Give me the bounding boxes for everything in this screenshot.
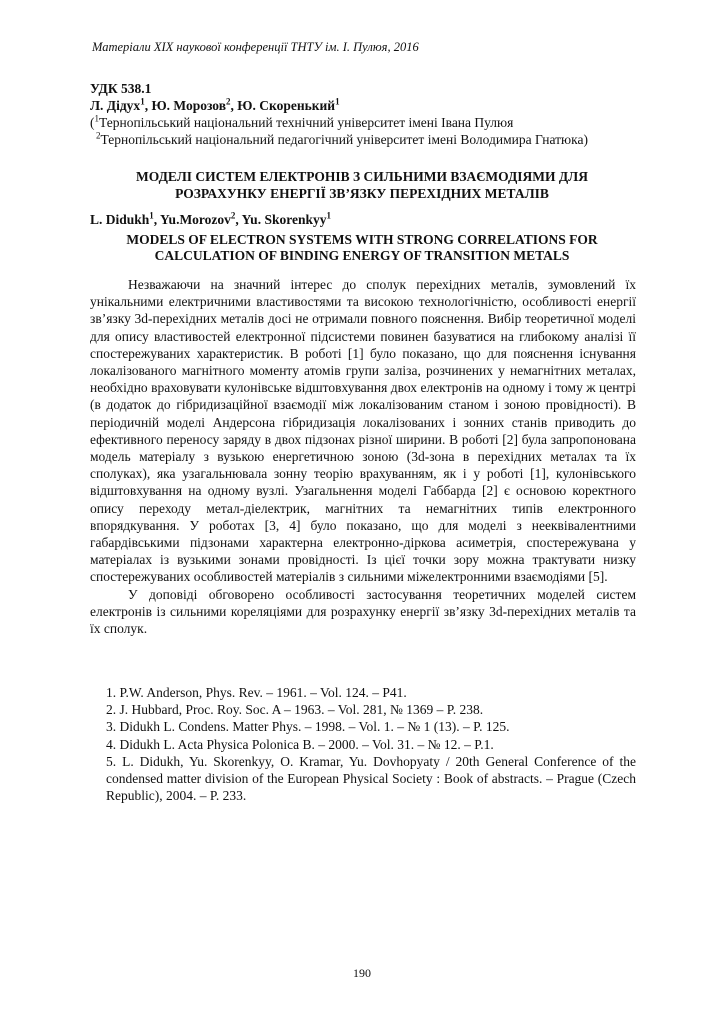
reference-item: 4. Didukh L. Acta Physica Polonica B. – 2000. – Vol. 31. – № 12. – P.1. <box>106 736 494 752</box>
paragraph: У доповіді обговорено особливості застосування теоретичних моделей систем електронів із сильними кореляціями для розрахунку енергії зв’язку 3d-перехідних металів та їх сполук. <box>90 586 636 637</box>
title-line: CALCULATION OF BINDING ENERGY OF TRANSITION METALS <box>154 248 570 263</box>
author-name: , Ю. Морозов <box>144 98 227 113</box>
references-list <box>106 684 636 804</box>
running-header: Матеріали XIX наукової конференції ТНТУ ім. І. Пулюя, 2016 <box>92 40 419 54</box>
article-meta <box>90 80 588 148</box>
reference-item: 3. Didukh L. Condens. Matter Phys. – 1998. – Vol. 1. – № 1 (13). – P. 125. <box>106 719 510 735</box>
author-affiliation-mark: 1 <box>140 96 145 107</box>
author-name: , Ю. Скоренький <box>230 98 336 113</box>
affiliation-text: Тернопільський національний педагогічний університет імені Володимира Гнатюка) <box>100 132 588 147</box>
reference-item: 5. L. Didukh, Yu. Skorenkyy, O. Kramar, Yu. Dovhopyaty / 20th General Conference of the condensed matter division of the European Physical Society : Book of abstracts. – Prague (Czech Republic), 2004. – P. 233. <box>106 753 636 804</box>
author-name: , Yu. Skorenkyy <box>235 212 327 227</box>
author-name: Л. Дідух <box>90 98 141 113</box>
title-line: MODELS OF ELECTRON SYSTEMS WITH STRONG CORRELATIONS FOR <box>126 232 598 247</box>
affiliation-1 <box>90 114 588 131</box>
udc-code: УДК 538.1 <box>90 81 152 96</box>
paragraph: Незважаючи на значний інтерес до сполук перехідних металів, зумовлений їх унікальними електричними властивостями та високою технологічністю, особливості енергії зв’язку 3d-перехідних металів досі не отримали повного пояснення. Вибір теоретичної моделі для опису властивостей електронної підсистеми повинен базуватися на глибокому аналізі її спостережуваних характеристик. В роботі [1] було показано, що для пояснення існування локалізованого магнітного моменту атомів групи заліза, розчинених у немагнітних металах, необхідно враховувати кулонівське відштовхування двох електронів на одному і тому ж центрі (в додаток до гібридизаційної взаємодії між локалізованим станом і зоною провідності). В періодичній моделі Андерсона гібридизація локалізованих і зонних станів приводить до ефективного переносу заряду в двох підзонах різної ширини. В роботі [2] була запропонована модель матеріалу з вузькою енергетичною зоною (3d-зона в перехідних металах та їх сполуках), яка узагальнювала зонну теорію врахуванням, як і у роботі [1], кулонівського відштовхування на одному вузлі. Узагальнення моделі Габбарда [2] є основою коректного опису переходу метал-діелектрик, магнітних та немагнітних типів електронного впорядкування. У роботах [3, 4] було показано, що для моделі з нееквівалентними габардівськими підзонами характерна електронно-діркова асиметрія, спостережувана у матеріалах із вузькими зонами провідності. Із цієї точки зору можна трактувати низку спостережуваних особливостей матеріалів з сильними міжелектронними взаємодіями [5]. <box>90 277 636 585</box>
author-affiliation-mark: 1 <box>326 210 331 221</box>
author-affiliation-mark: 1 <box>335 96 340 107</box>
title-line: МОДЕЛІ СИСТЕМ ЕЛЕКТРОНІВ З СИЛЬНИМИ ВЗАЄМОДІЯМИ ДЛЯ <box>136 169 588 184</box>
title-line: РОЗРАХУНКУ ЕНЕРГІЇ ЗВ’ЯЗКУ ПЕРЕХІДНИХ МЕТАЛІВ <box>175 186 549 201</box>
author-name: L. Didukh <box>90 212 150 227</box>
author-name: , Yu.Morozov <box>153 212 231 227</box>
affiliation-open-paren: ( <box>90 115 95 130</box>
affiliation-mark: 1 <box>94 113 99 124</box>
reference-item: 1. P.W. Anderson, Phys. Rev. – 1961. – Vol. 124. – P41. <box>106 685 407 700</box>
affiliation-text: Тернопільський національний технічний університет імені Івана Пулюя <box>99 115 514 130</box>
affiliation-2 <box>90 131 588 148</box>
authors-en <box>90 212 331 228</box>
author-affiliation-mark: 2 <box>226 96 231 107</box>
author-affiliation-mark: 1 <box>149 210 154 221</box>
author-affiliation-mark: 2 <box>230 210 236 221</box>
title-english <box>90 232 634 264</box>
affiliation-mark: 2 <box>96 130 101 141</box>
abstract-body <box>90 276 636 637</box>
title-ukrainian <box>90 168 634 202</box>
authors-uk <box>90 97 588 114</box>
reference-item: 2. J. Hubbard, Proc. Roy. Soc. A – 1963. – Vol. 281, № 1369 – P. 238. <box>106 702 484 718</box>
page-number: 190 <box>353 966 371 980</box>
